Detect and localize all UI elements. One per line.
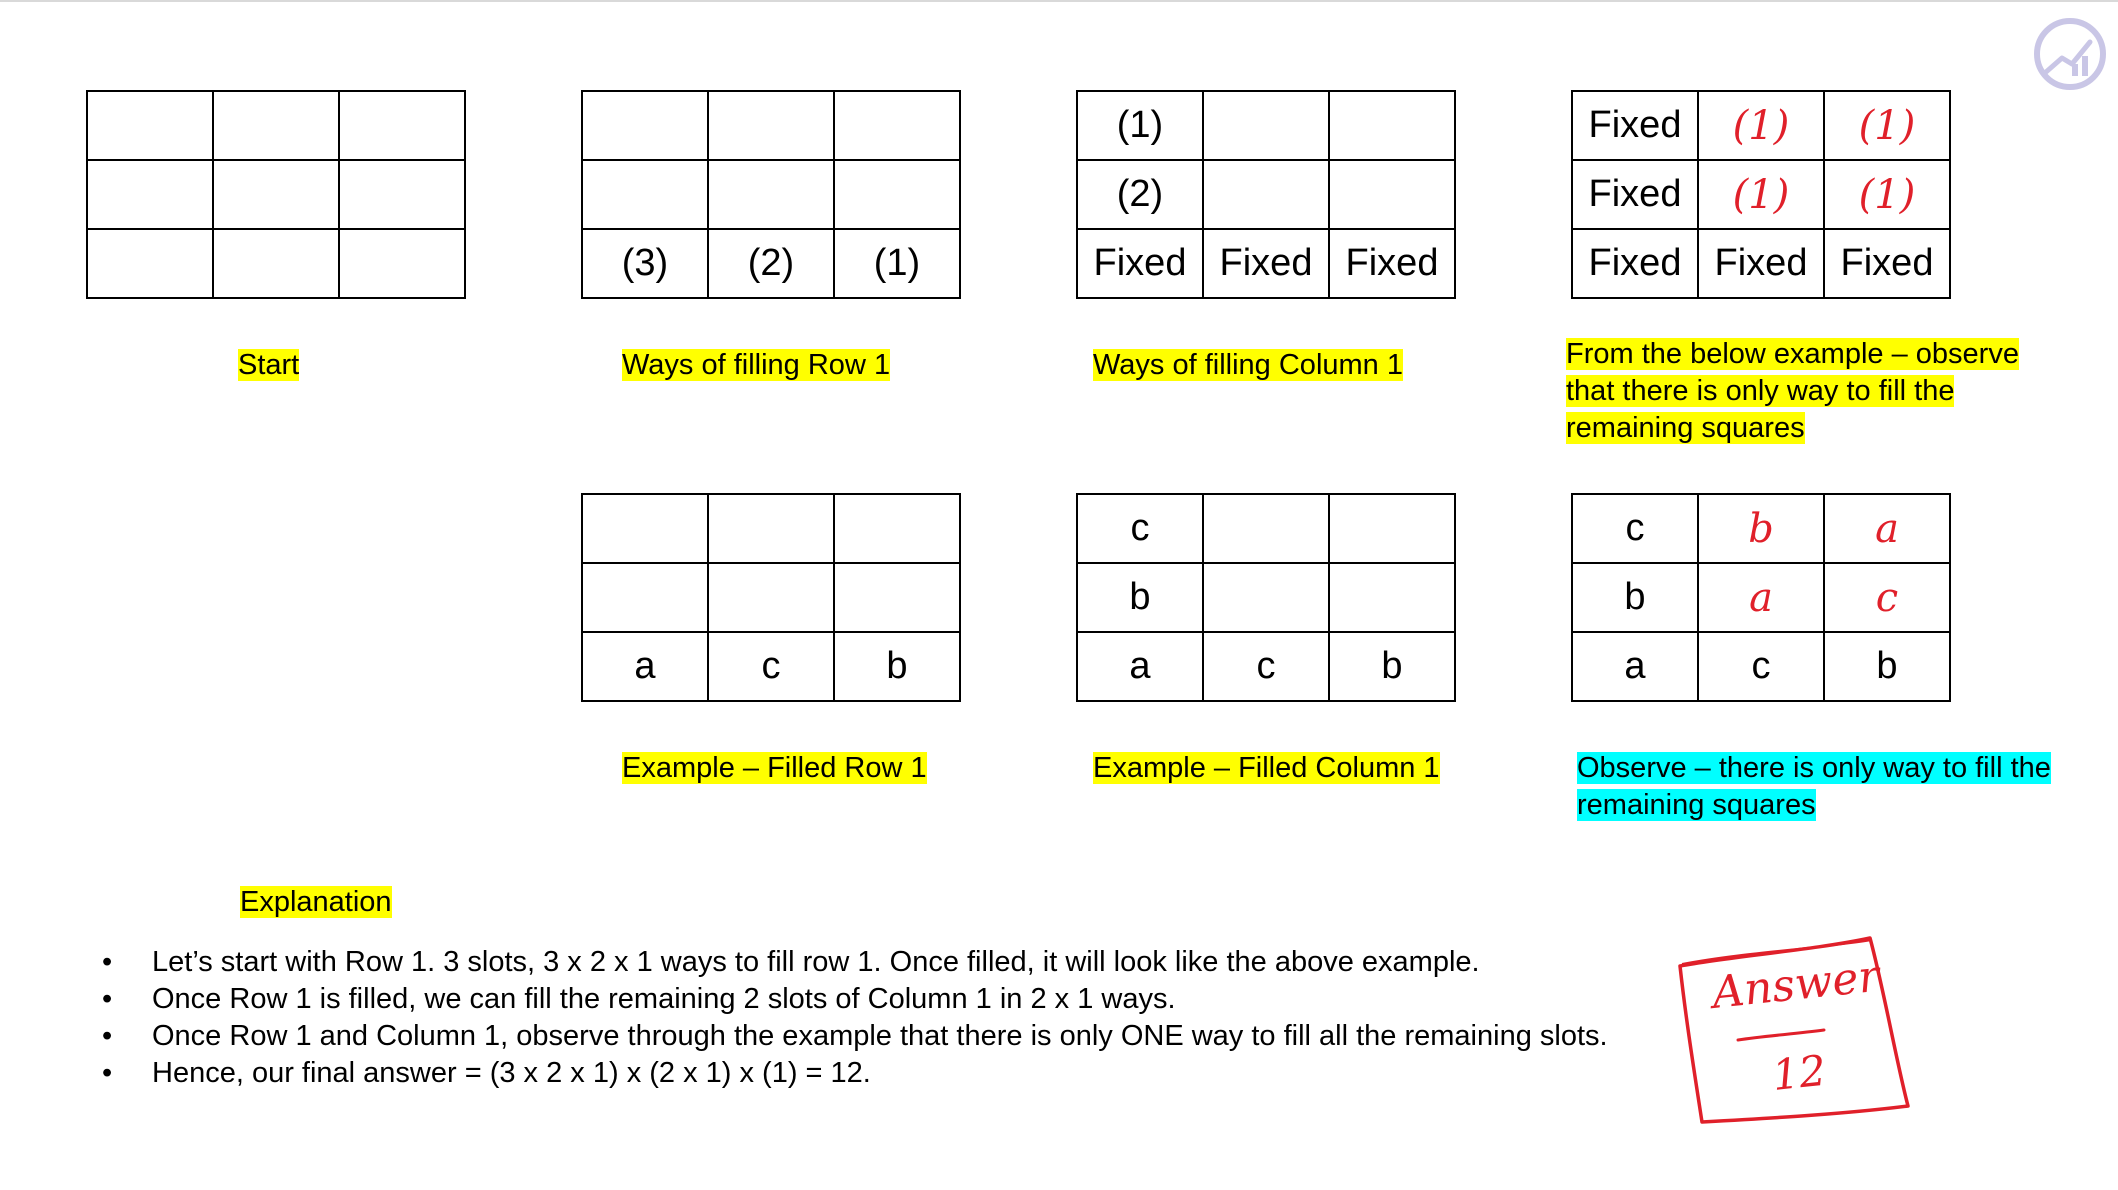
- grid-cell: [582, 494, 708, 563]
- grid-cell: [708, 563, 834, 632]
- grid-cell: b: [1824, 632, 1950, 701]
- grid-col1-ways: [1076, 90, 1456, 299]
- grid-cell: Fixed: [1077, 229, 1203, 298]
- grid-cell: [87, 91, 213, 160]
- grid-cell-handwritten: b: [1698, 494, 1824, 563]
- grid-cell: (1): [1077, 91, 1203, 160]
- grid-cell: Fixed: [1572, 91, 1698, 160]
- explanation-list: [102, 944, 1608, 1092]
- grid-start: [86, 90, 466, 299]
- grid-cell-handwritten: a: [1824, 494, 1950, 563]
- grid-cell: c: [1077, 494, 1203, 563]
- caption-example-row1: Example – Filled Row 1: [622, 752, 927, 784]
- grid-cell: [708, 494, 834, 563]
- grid-cell-handwritten: (1): [1824, 160, 1950, 229]
- grid-cell-handwritten: c: [1824, 563, 1950, 632]
- grid-cell-handwritten: (1): [1698, 91, 1824, 160]
- grid-cell: a: [582, 632, 708, 701]
- grid-cell: (1): [834, 229, 960, 298]
- grid-cell: b: [1077, 563, 1203, 632]
- grid-cell: (2): [1077, 160, 1203, 229]
- grid-cell: [339, 160, 465, 229]
- grid-cell: Fixed: [1572, 229, 1698, 298]
- grid-cell: [1203, 494, 1329, 563]
- grid-cell: [708, 91, 834, 160]
- grid-cell-handwritten: a: [1698, 563, 1824, 632]
- grid-cell: (2): [708, 229, 834, 298]
- grid-cell: Fixed: [1203, 229, 1329, 298]
- caption-below-example: From the below example – observe that there is only way to fill the remaining squares: [1566, 338, 2019, 444]
- grid-cell: [339, 229, 465, 298]
- grid-cell: [1329, 91, 1455, 160]
- answer-box: [1674, 930, 1924, 1130]
- top-border: [0, 0, 2118, 2]
- grid-cell: [1329, 494, 1455, 563]
- grid-cell: [582, 563, 708, 632]
- grid-cell: [1203, 563, 1329, 632]
- grid-example-col1: [1076, 493, 1456, 702]
- grid-cell: [834, 494, 960, 563]
- grid-cell: [87, 229, 213, 298]
- grid-cell: [834, 160, 960, 229]
- grid-cell: [1203, 160, 1329, 229]
- answer-value: 12: [1769, 1045, 1829, 1100]
- explanation-heading: Explanation: [240, 886, 392, 918]
- grid-cell: c: [1572, 494, 1698, 563]
- grid-cell: c: [708, 632, 834, 701]
- grid-cell-handwritten: (1): [1824, 91, 1950, 160]
- grid-cell: [582, 91, 708, 160]
- grid-cell: [213, 160, 339, 229]
- grid-cell: [213, 91, 339, 160]
- caption-observe: Observe – there is only way to fill the remaining squares: [1577, 752, 2051, 821]
- grid-cell: [708, 160, 834, 229]
- grid-cell: a: [1077, 632, 1203, 701]
- grid-cell-handwritten: (1): [1698, 160, 1824, 229]
- grid-cell: a: [1572, 632, 1698, 701]
- grid-fixed: [1571, 90, 1951, 299]
- list-item: • Let’s start with Row 1. 3 slots, 3 x 2 x 1 ways to fill row 1. Once filled, it will look like the above example.: [102, 944, 1608, 981]
- grid-example-row1: [581, 493, 961, 702]
- grid-cell: [582, 160, 708, 229]
- grid-cell: Fixed: [1329, 229, 1455, 298]
- grid-cell: Fixed: [1824, 229, 1950, 298]
- grid-cell: (3): [582, 229, 708, 298]
- caption-example-col1: Example – Filled Column 1: [1093, 752, 1440, 784]
- grid-cell: [1329, 160, 1455, 229]
- grid-cell: Fixed: [1572, 160, 1698, 229]
- list-item: • Once Row 1 and Column 1, observe through the example that there is only ONE way to fill all the remaining slots.: [102, 1018, 1608, 1055]
- grid-cell: Fixed: [1698, 229, 1824, 298]
- grid-row1-ways: [581, 90, 961, 299]
- grid-cell: [834, 91, 960, 160]
- grid-cell: [1203, 91, 1329, 160]
- grid-cell: [87, 160, 213, 229]
- brand-logo-icon: [2032, 16, 2108, 92]
- grid-cell: [339, 91, 465, 160]
- grid-cell: [834, 563, 960, 632]
- grid-cell: [213, 229, 339, 298]
- grid-example-final: [1571, 493, 1951, 702]
- caption-col1-ways: Ways of filling Column 1: [1093, 349, 1403, 381]
- caption-row1-ways: Ways of filling Row 1: [622, 349, 891, 381]
- grid-cell: c: [1698, 632, 1824, 701]
- answer-label: Answer: [1709, 950, 1882, 1019]
- list-item: • Hence, our final answer = (3 x 2 x 1) x (2 x 1) x (1) = 12.: [102, 1055, 1608, 1092]
- grid-cell: c: [1203, 632, 1329, 701]
- list-item: • Once Row 1 is filled, we can fill the remaining 2 slots of Column 1 in 2 x 1 ways.: [102, 981, 1608, 1018]
- grid-cell: [1329, 563, 1455, 632]
- caption-start: Start: [238, 349, 300, 381]
- grid-cell: b: [1329, 632, 1455, 701]
- grid-cell: b: [834, 632, 960, 701]
- grid-cell: b: [1572, 563, 1698, 632]
